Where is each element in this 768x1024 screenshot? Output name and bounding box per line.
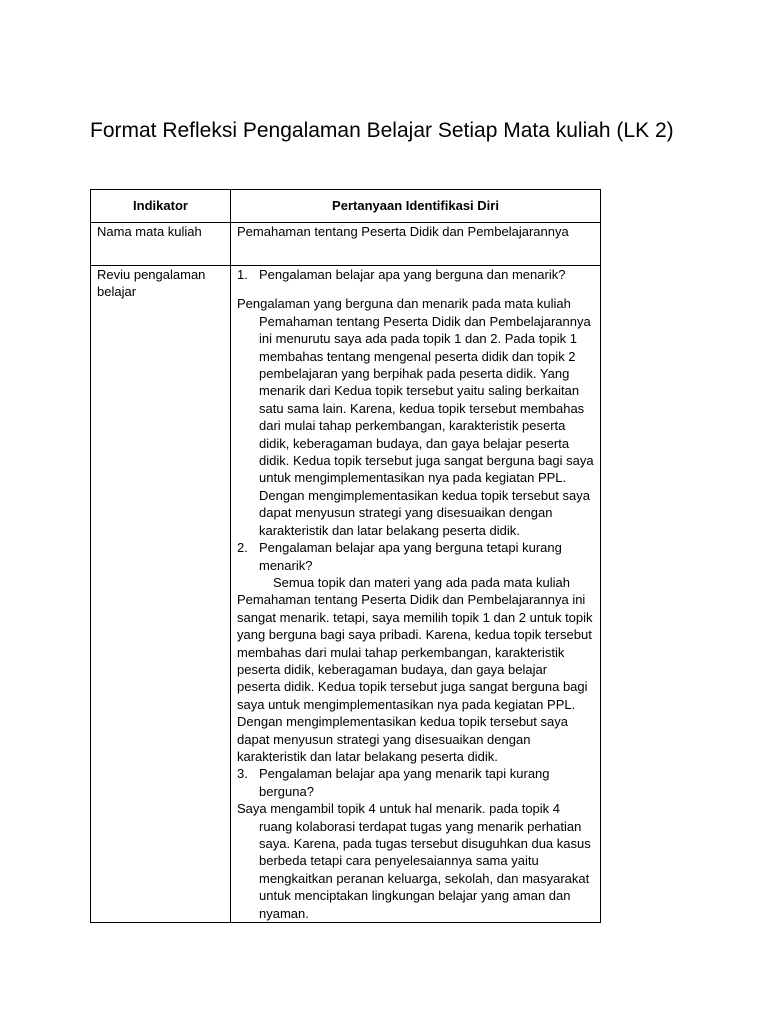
answer-2: Semua topik dan materi yang ada pada mata kuliah Pemahaman tentang Peserta Didik dan Pembelajarannya ini sangat menarik. tetapi, saya memilih topik 1 dan 2 untuk topik yang berguna bagi saya pribadi. Karena, kedua topik tersebut membahas dari mulai tahap perkembangan, karakteristik peserta didik, keberagaman budaya, dan gaya belajar peserta didik. Kedua topik tersebut juga sangat berguna bagi saya untuk mengimplementasikan nya pada kegiatan PPL. Dengan mengimplementasikan kedua topik tersebut saya dapat menyusun strategi yang disesuaikan dengan karakteristik dan latar belakang peserta didik.	[237, 574, 593, 764]
table-header-row	[91, 190, 601, 223]
indicator-cell: Nama mata kuliah	[91, 223, 231, 266]
review-cell	[231, 266, 601, 923]
question-number: 2.	[237, 540, 248, 556]
question-number: 3.	[237, 766, 248, 782]
table-row	[91, 266, 601, 923]
question-number: 1.	[237, 267, 248, 282]
question-3	[237, 765, 594, 800]
header-pertanyaan: Pertanyaan Identifikasi Diri	[231, 190, 601, 223]
answer-3: Saya mengambil topik 4 untuk hal menarik. pada topik 4 ruang kolaborasi terdapat tugas yang menarik perhatian saya. Karena, pada tugas tersebut disuguhkan dua kasus berbeda tetapi cara penyelesaiannya sama yaitu mengkaitkan peranan keluarga, sekolah, dan masyarakat untuk menciptakan lingkungan belajar yang aman dan nyaman.	[237, 801, 591, 921]
question-text: Pengalaman belajar apa yang berguna dan menarik?	[259, 267, 566, 282]
question-1	[237, 266, 594, 283]
question-2	[237, 539, 594, 574]
header-indikator: Indikator	[91, 190, 231, 223]
course-name-cell: Pemahaman tentang Peserta Didik dan Pembelajarannya	[231, 223, 601, 266]
indicator-cell: Reviu pengalaman belajar	[91, 266, 231, 923]
reflection-table	[90, 189, 601, 923]
answer-1: Pengalaman yang berguna dan menarik pada mata kuliah Pemahaman tentang Peserta Didik dan Pembelajarannya ini menurutu saya ada pada topik 1 dan 2. Pada topik 1 membahas tentang mengenal peserta didik dan topik 2 pembelajaran yang berpihak pada peserta didik. Yang menarik dari Kedua topik tersebut yaitu saling berkaitan satu sama lain. Karena, kedua topik tersebut membahas dari mulai tahap perkembangan, karakteristik peserta didik, keberagaman budaya, dan gaya belajar peserta didik. Kedua topik tersebut juga sangat berguna bagi saya untuk mengimplementasikan nya pada kegiatan PPL. Dengan mengimplementasikan kedua topik tersebut saya dapat menyusun strategi yang disesuaikan dengan karakteristik dan latar belakang peserta didik.	[237, 296, 594, 538]
question-text: Pengalaman belajar apa yang menarik tapi kurang berguna?	[259, 766, 550, 799]
table-row	[91, 223, 601, 266]
question-text: Pengalaman belajar apa yang berguna tetapi kurang menarik?	[259, 540, 562, 573]
page-title: Format Refleksi Pengalaman Belajar Setiap Mata kuliah (LK 2)	[90, 119, 674, 142]
